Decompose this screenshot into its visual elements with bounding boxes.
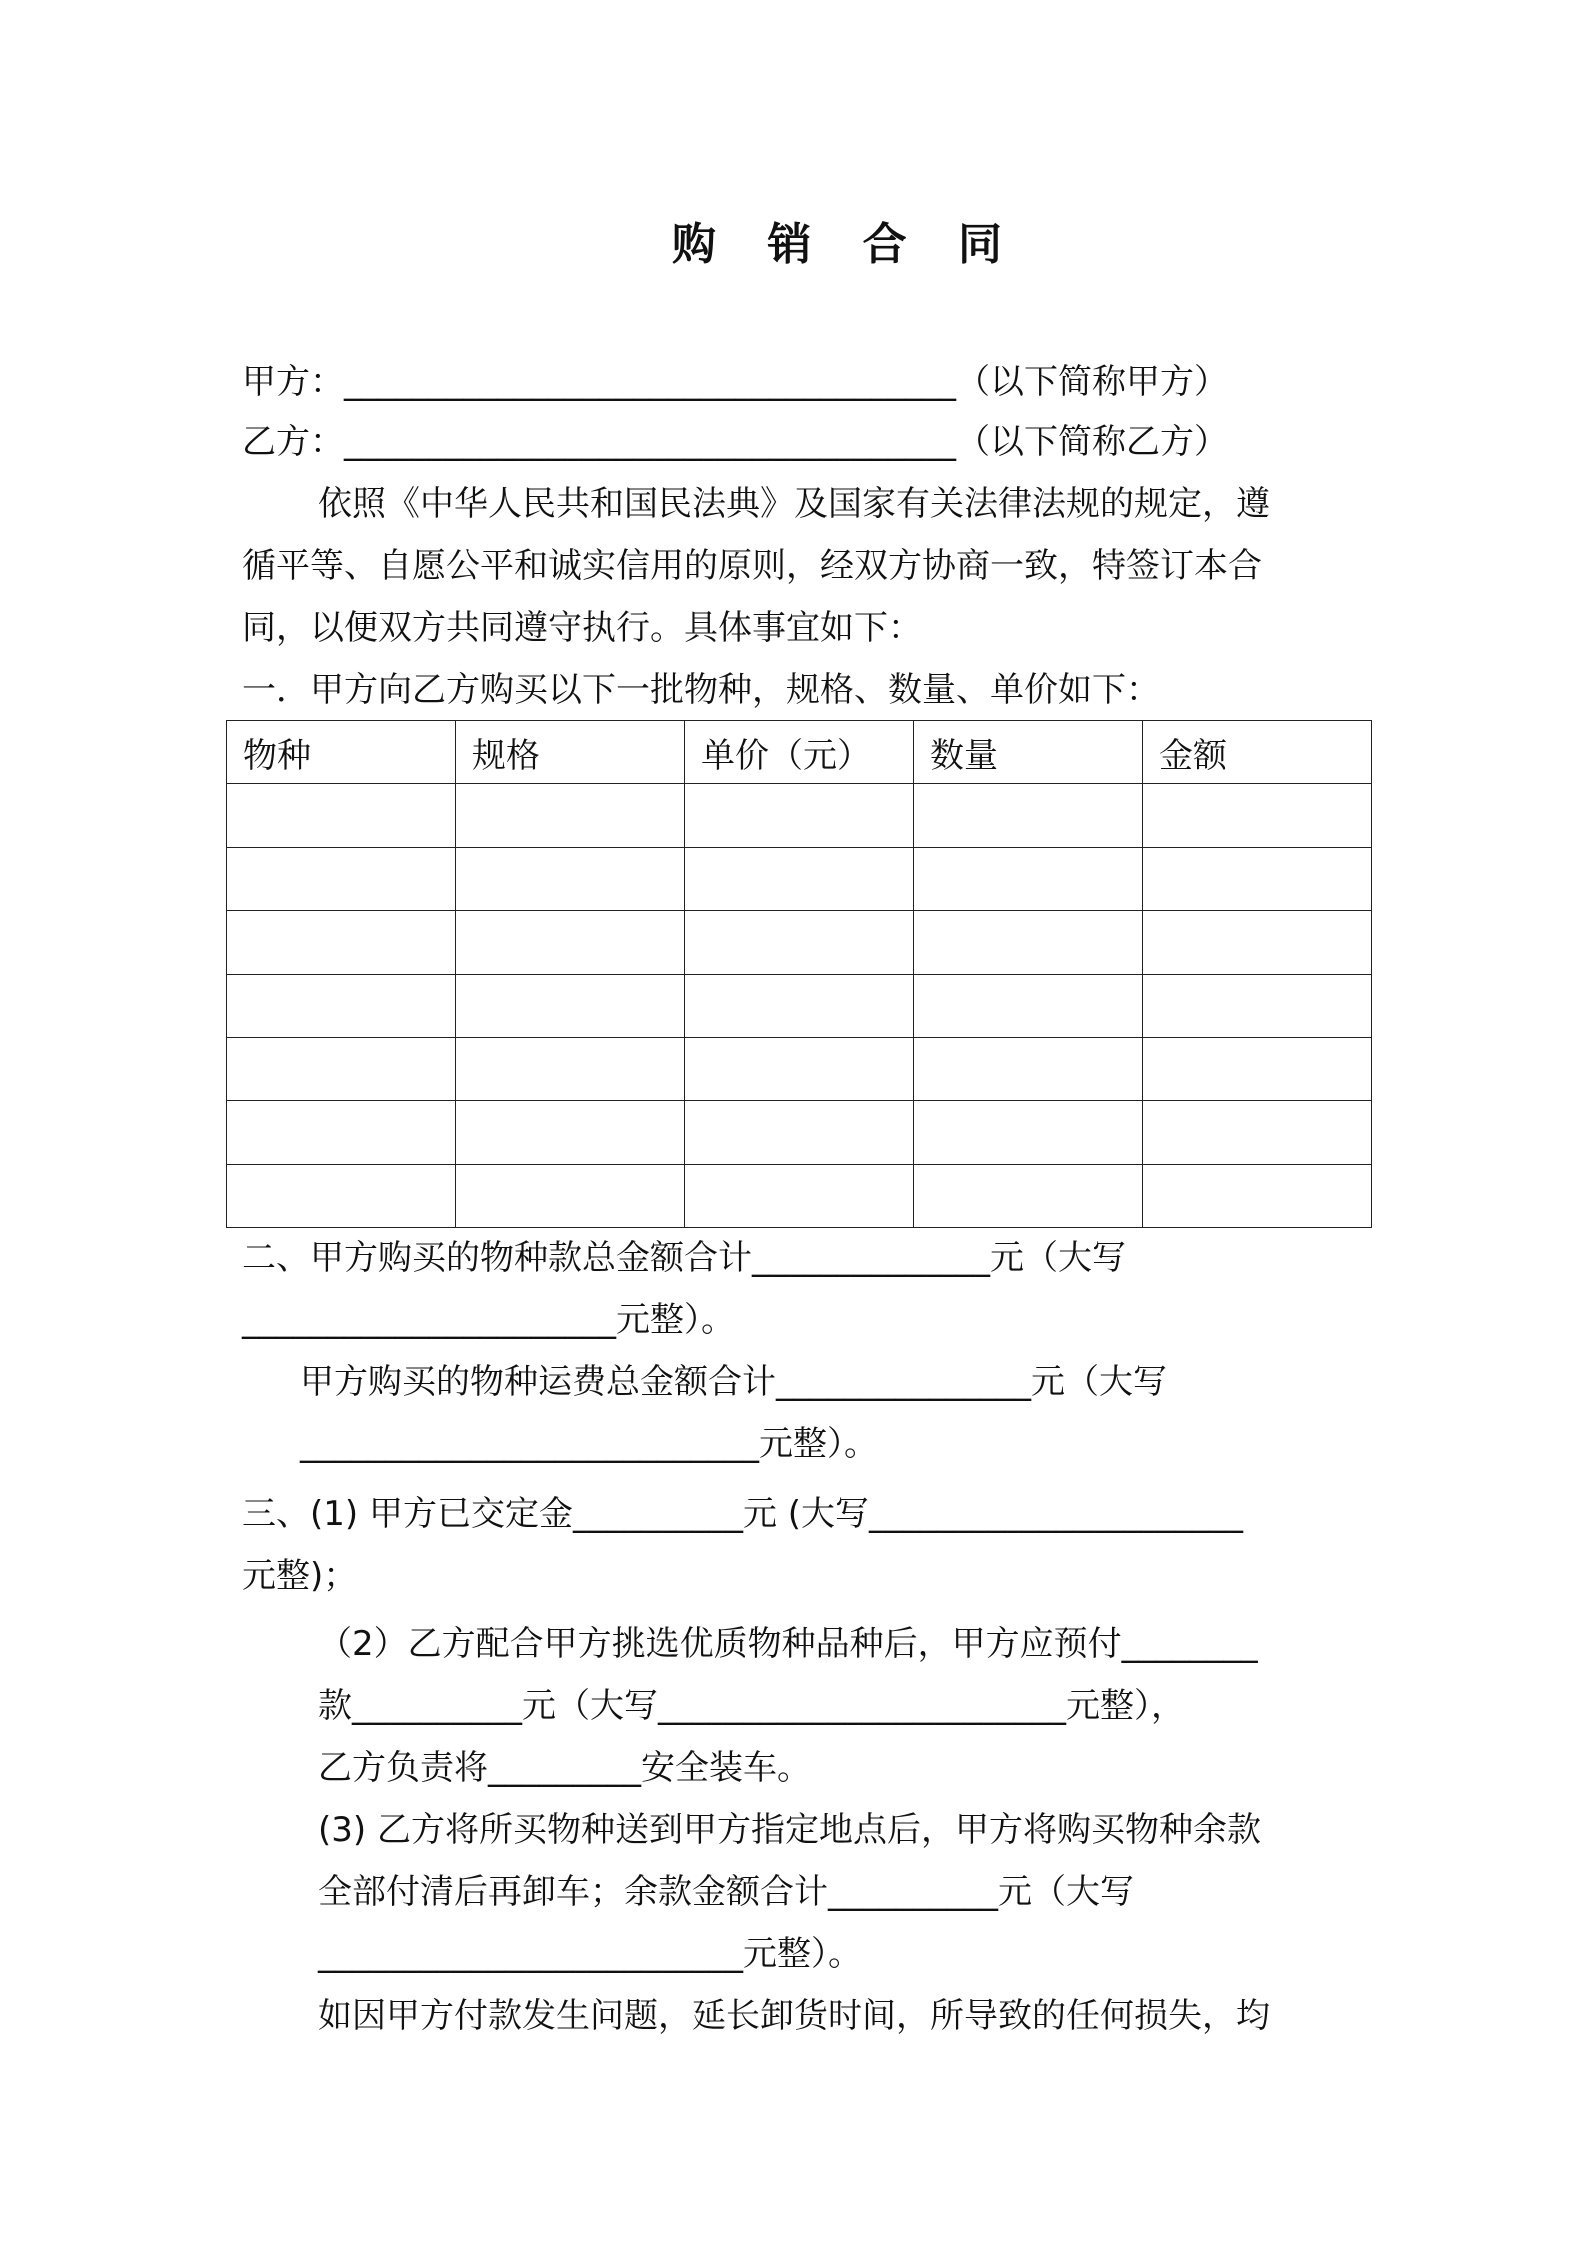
table-cell bbox=[914, 1037, 1143, 1100]
header-spec: 规格 bbox=[456, 721, 685, 784]
table-cell bbox=[1143, 1037, 1372, 1100]
table-cell bbox=[456, 1037, 685, 1100]
table-cell bbox=[914, 847, 1143, 910]
header-unit-price: 单价（元） bbox=[685, 721, 914, 784]
table-cell bbox=[456, 847, 685, 910]
table-cell bbox=[456, 1101, 685, 1164]
section-3-line-2: 元整)； bbox=[242, 1556, 358, 1596]
section-3-line-3: （2）乙方配合甲方挑选优质物种品种后，甲方应预付________ bbox=[318, 1624, 1258, 1664]
table-cell bbox=[227, 847, 456, 910]
section-2-line-4: ___________________________元整）。 bbox=[300, 1424, 878, 1464]
table-cell bbox=[456, 784, 685, 847]
table-cell bbox=[227, 1164, 456, 1227]
table-cell bbox=[227, 1037, 456, 1100]
section-3-line-4: 款__________元（大写________________________元整）， bbox=[318, 1686, 1185, 1726]
table-row bbox=[227, 1101, 1372, 1164]
table-cell bbox=[914, 1101, 1143, 1164]
table-cell bbox=[685, 847, 914, 910]
section-3-line-8: _________________________元整）。 bbox=[318, 1934, 862, 1974]
table-cell bbox=[914, 974, 1143, 1037]
table-cell bbox=[685, 1037, 914, 1100]
table-cell bbox=[685, 1164, 914, 1227]
header-amount: 金额 bbox=[1143, 721, 1372, 784]
table-cell bbox=[456, 1164, 685, 1227]
section-2-line-3: 甲方购买的物种运费总金额合计_______________元（大写 bbox=[300, 1362, 1167, 1402]
table-cell bbox=[227, 784, 456, 847]
section-3-line-1: 三、(1) 甲方已交定金__________元 (大写______________________ bbox=[242, 1494, 1244, 1534]
section-3-line-6: (3) 乙方将所买物种送到甲方指定地点后，甲方将购买物种余款 bbox=[318, 1810, 1261, 1850]
table-row bbox=[227, 1037, 1372, 1100]
document-title: 购 销 合 同 bbox=[672, 219, 1020, 270]
table-cell bbox=[1143, 911, 1372, 974]
table-row bbox=[227, 911, 1372, 974]
table-cell bbox=[227, 974, 456, 1037]
table-cell bbox=[685, 784, 914, 847]
party-a-line: 甲方：____________________________________（以下简称甲方） bbox=[242, 362, 1228, 402]
header-quantity: 数量 bbox=[914, 721, 1143, 784]
section-3-line-5: 乙方负责将_________安全装车。 bbox=[318, 1748, 811, 1788]
item-table bbox=[226, 720, 1372, 1228]
section-1-heading: 一．甲方向乙方购买以下一批物种，规格、数量、单价如下： bbox=[242, 670, 1160, 710]
table-row bbox=[227, 974, 1372, 1037]
table-cell bbox=[685, 974, 914, 1037]
table-cell bbox=[227, 911, 456, 974]
table-cell bbox=[1143, 974, 1372, 1037]
section-2-line-2: ______________________元整）。 bbox=[242, 1300, 735, 1340]
table-cell bbox=[1143, 784, 1372, 847]
table-row bbox=[227, 784, 1372, 847]
table-cell bbox=[1143, 847, 1372, 910]
intro-line-3: 同，以便双方共同遵守执行。具体事宜如下： bbox=[242, 608, 922, 648]
table-cell bbox=[227, 1101, 456, 1164]
section-3-line-7: 全部付清后再卸车；余款金额合计__________元（大写 bbox=[318, 1872, 1134, 1912]
table-row bbox=[227, 1164, 1372, 1227]
table-cell bbox=[685, 911, 914, 974]
table-cell bbox=[914, 1164, 1143, 1227]
table-cell bbox=[914, 784, 1143, 847]
table-cell bbox=[914, 911, 1143, 974]
table-cell bbox=[1143, 1101, 1372, 1164]
header-species: 物种 bbox=[227, 721, 456, 784]
table-cell bbox=[456, 911, 685, 974]
table-row bbox=[227, 847, 1372, 910]
table-header-row bbox=[227, 721, 1372, 784]
intro-line-2: 循平等、自愿公平和诚实信用的原则，经双方协商一致，特签订本合 bbox=[242, 546, 1262, 586]
table-cell bbox=[1143, 1164, 1372, 1227]
section-2-line-1: 二、甲方购买的物种款总金额合计______________元（大写 bbox=[242, 1238, 1126, 1278]
intro-line-1: 依照《中华人民共和国民法典》及国家有关法律法规的规定，遵 bbox=[318, 484, 1270, 524]
table-cell bbox=[685, 1101, 914, 1164]
table-cell bbox=[456, 974, 685, 1037]
section-3-line-9: 如因甲方付款发生问题，延长卸货时间，所导致的任何损失，均 bbox=[318, 1996, 1270, 2036]
party-b-line: 乙方：____________________________________（以下简称乙方） bbox=[242, 422, 1228, 462]
